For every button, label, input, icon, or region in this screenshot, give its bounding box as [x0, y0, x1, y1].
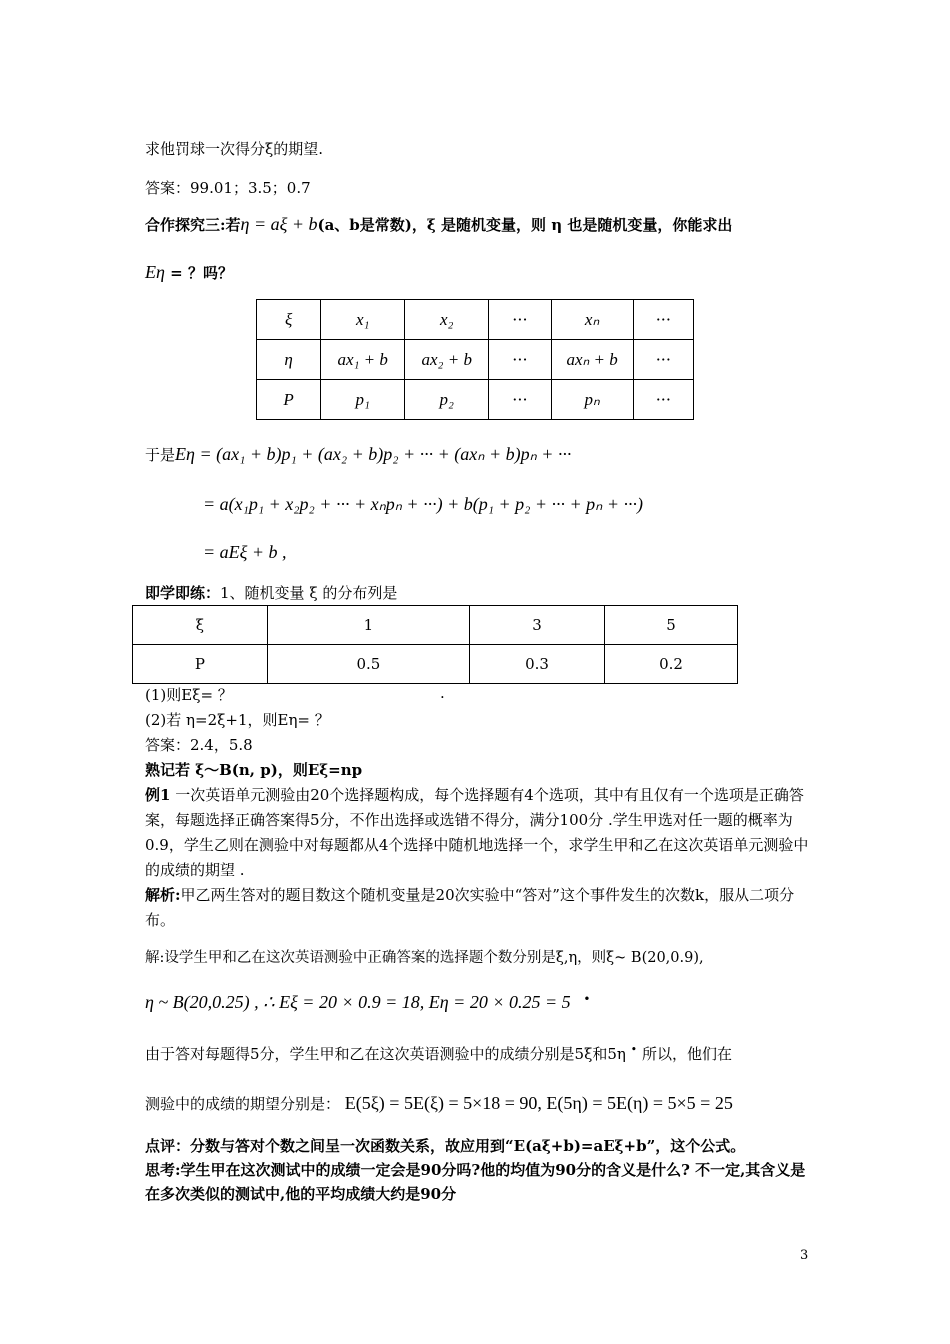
think: 思考:学生甲在这次测试中的成绩一定会是90分吗?他的均值为90分的含义是什么? 不一定,其含义是在多次类似的测试中,他的平均成绩大约是90分 — [145, 1161, 806, 1203]
practice-heading — [145, 582, 397, 603]
table-cell: axₙ + b — [551, 340, 633, 380]
explore-title: 合作探究三:若 — [145, 216, 241, 234]
analysis — [145, 883, 810, 933]
table-cell: ··· — [633, 340, 693, 380]
score-text-a: 由于答对每题得5分，学生甲和乙在这次英语测验中的成绩分别是5ξ和5η — [145, 1045, 626, 1063]
table-cell: xₙ — [551, 300, 633, 340]
table-cell: ··· — [633, 300, 693, 340]
table-row — [257, 380, 694, 420]
distribution-table-practice — [132, 605, 738, 684]
example-label: 例1 — [145, 786, 171, 804]
example-1 — [145, 783, 810, 883]
score-text-c: 测验中的成绩的期望分别是： — [145, 1095, 341, 1113]
table-cell: 0.5 — [267, 645, 469, 684]
table-cell: ax₂ + b — [405, 340, 489, 380]
solution-line-2 — [145, 992, 590, 1013]
derivation-line-3: = aEξ + b , — [203, 542, 287, 562]
table-row — [133, 645, 738, 684]
table-cell: ··· — [489, 300, 551, 340]
score-line-2 — [145, 1093, 733, 1114]
derivation-line-1 — [145, 444, 571, 465]
table-cell: P — [257, 380, 321, 420]
practice-title: 即学即练： — [145, 584, 221, 602]
table-cell: ··· — [489, 380, 551, 420]
table-cell: p₁ — [321, 380, 405, 420]
question-2: (2)若 η=2ξ+1，则Eη= ？ — [145, 711, 330, 729]
solution-math: η ~ B(20,0.25) , ∴ Eξ = 20 × 0.9 = 18, Eη = 20 × 0.25 = 5 — [145, 992, 571, 1012]
table-cell: x₂ — [405, 300, 489, 340]
table-row — [257, 300, 694, 340]
derivation-formula-1: Eη = (ax₁ + b)p₁ + (ax₂ + b)p₂ + ··· + (axₙ + b)pₙ + ··· — [175, 444, 572, 464]
table-cell: p₂ — [405, 380, 489, 420]
explore-heading — [145, 214, 732, 235]
table-cell: x₁ — [321, 300, 405, 340]
table-cell: η — [257, 340, 321, 380]
practice-text: 1、随机变量 ξ 的分布列是 — [220, 584, 398, 602]
explore-question-math: Eη — [145, 262, 165, 282]
question-1: (1)则Eξ= ？ — [145, 686, 233, 704]
derivation-prefix: 于是 — [145, 446, 176, 464]
answer-2: 答案：2.4，5.8 — [145, 736, 253, 754]
table-row — [257, 340, 694, 380]
table-cell: 1 — [267, 606, 469, 645]
table-cell: 0.3 — [470, 645, 605, 684]
analysis-text: 甲乙两生答对的题目数这个随机变量是20次实验中“答对”这个事件发生的次数k，服从二项分布。 — [145, 886, 795, 929]
table-cell: ξ — [257, 300, 321, 340]
solution-dot: • — [583, 992, 591, 1006]
table-cell: ξ — [133, 606, 268, 645]
page-number: 3 — [800, 1248, 809, 1263]
table-cell: ··· — [489, 340, 551, 380]
table-cell: 0.2 — [605, 645, 738, 684]
score-text-b: 所以，他们在 — [641, 1045, 732, 1063]
score-math: E(5ξ) = 5E(ξ) = 5×18 = 90, E(5η) = 5E(η) = 5×5 = 25 — [344, 1093, 733, 1113]
table-cell: pₙ — [551, 380, 633, 420]
comment: 点评：分数与答对个数之间呈一次函数关系，故应用到“E(aξ+b)=aEξ+b”，这个公式。 — [145, 1137, 746, 1155]
analysis-label: 解析: — [145, 886, 181, 904]
derivation-line-2: = a(x₁p₁ + x₂p₂ + ··· + xₙpₙ + ···) + b(p₁ + p₂ + ··· + pₙ + ···) — [203, 494, 643, 514]
binomial-rule: 熟记若 ξ～B(n, p)，则Eξ=np — [145, 761, 363, 779]
table-cell: P — [133, 645, 268, 684]
distribution-table-general — [256, 299, 694, 420]
table-cell: 5 — [605, 606, 738, 645]
explore-question — [145, 262, 233, 283]
score-line-1: 由于答对每题得5分，学生甲和乙在这次英语测验中的成绩分别是5ξ和5η • 所以，他们在 — [145, 1043, 732, 1063]
explore-rest: (a、b是常数)，ξ 是随机变量，则 η 也是随机变量，你能求出 — [317, 216, 733, 234]
table-cell: ax₁ + b — [321, 340, 405, 380]
table-row — [133, 606, 738, 645]
explore-question-text: = ？吗？ — [164, 264, 233, 282]
table-cell: ··· — [633, 380, 693, 420]
table-cell: 3 — [470, 606, 605, 645]
example-text: 一次英语单元测验由20个选择题构成，每个选择题有4个选项，其中有且仅有一个选项是正确答案，每题选择正确答案得5分，不作出选择或选错不得分，满分100分 .学生甲选对任一题的概率为0.9，学生乙则在测验中对每题都从4个选择中随机地选择一个，求学生甲和乙在这次英语单元测验中的成绩的期望 . — [145, 786, 809, 879]
line-penalty-expectation: 求他罚球一次得分ξ的期望. — [145, 140, 324, 158]
explore-formula: η = aξ + b — [240, 214, 318, 234]
answer-1: 答案：99.01；3.5；0.7 — [145, 179, 311, 197]
solution-line-1: 解:设学生甲和乙在这次英语测验中正确答案的选择题个数分别是ξ,η，则ξ~ B(20,0.9), — [145, 950, 704, 966]
question-1-dot: . — [440, 684, 445, 702]
